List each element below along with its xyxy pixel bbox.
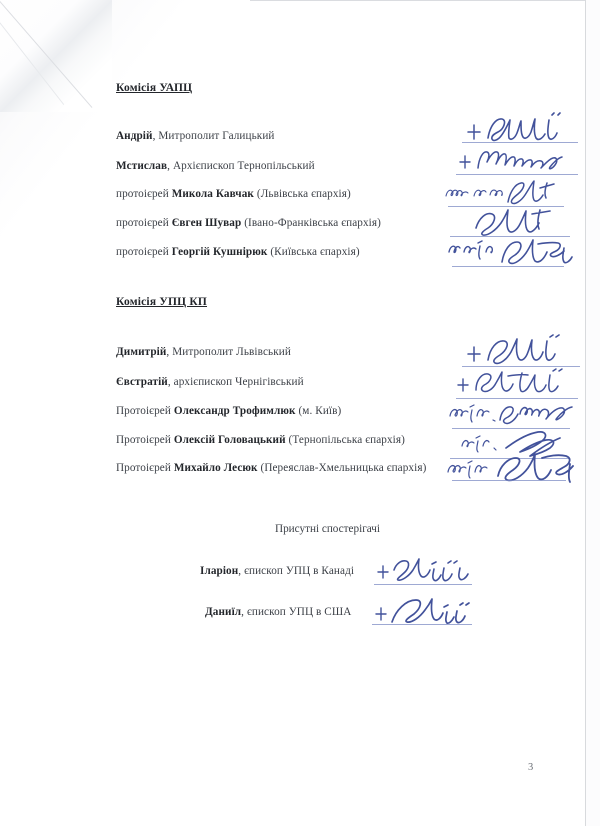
signatory-eparchy: (Київська єпархія)	[267, 246, 360, 258]
observers-title: Присутні спостерігачі	[275, 523, 381, 535]
signatory-title: , Митрополит Галицький	[152, 130, 275, 142]
signature-rule	[452, 428, 570, 429]
signature-rule	[452, 266, 564, 267]
signature-rule	[456, 174, 578, 175]
signatory-name: Георгій Кушнірюк	[171, 246, 268, 258]
observer-name: Даниїл	[205, 606, 242, 618]
curled-corner	[0, 0, 112, 112]
signatory-title: , архієпископ Чернігівський	[167, 376, 304, 388]
signatory-prefix: Протоієрей	[116, 434, 174, 446]
signatory-line	[116, 434, 405, 446]
signatory-eparchy: (Тернопільська єпархія)	[285, 434, 405, 446]
signatory-name: Мстислав	[116, 160, 168, 172]
signatory-line	[116, 130, 275, 142]
signature-rule	[456, 398, 578, 399]
signatory-name: Микола Кавчак	[171, 188, 254, 200]
signatory-name: Олександр Трофимлюк	[173, 405, 296, 417]
observer-line	[205, 606, 351, 618]
signatory-line	[116, 346, 291, 358]
signature-rule	[374, 584, 472, 585]
signatory-eparchy: (м. Київ)	[295, 405, 342, 417]
signature-rule	[372, 624, 472, 625]
signature-rule	[450, 236, 570, 237]
observer-name: Іларіон	[200, 565, 239, 577]
signatory-prefix: протоієрей	[116, 217, 172, 229]
signatory-prefix: Протоієрей	[116, 462, 174, 474]
observer-title: , єпископ УПЦ в США	[241, 606, 352, 618]
signatory-line	[116, 462, 426, 474]
signatory-name: Євген Шувар	[171, 217, 242, 229]
signatory-line	[116, 405, 341, 417]
signatory-title: , Архієпископ Тернопільський	[167, 160, 315, 172]
signatory-name: Євстратій	[116, 376, 168, 388]
signatory-prefix: протоієрей	[116, 188, 172, 200]
signature-rule	[448, 206, 564, 207]
section-heading-upc-kp: Комісія УПЦ КП	[116, 296, 208, 308]
observer-line	[200, 565, 354, 577]
signatory-prefix: Протоієрей	[116, 405, 174, 417]
sheet-outer-gutter	[586, 0, 600, 826]
signature-rule	[450, 458, 570, 459]
page-number: 3	[528, 762, 534, 773]
signatory-name: Димитрій	[116, 346, 167, 358]
signature-rule	[462, 366, 580, 367]
signatory-prefix: протоієрей	[116, 246, 172, 258]
signatory-name: Андрій	[116, 130, 153, 142]
signatory-line	[116, 217, 381, 229]
observer-title: , єпископ УПЦ в Канаді	[238, 565, 355, 577]
signatory-line	[116, 160, 315, 172]
signatory-name: Михайло Лесюк	[173, 462, 258, 474]
section-heading-uapc: Комісія УАПЦ	[116, 82, 193, 94]
signatory-eparchy: (Переяслав-Хмельницька єпархія)	[257, 462, 427, 474]
signatory-eparchy: (Івано-Франківська єпархія)	[241, 217, 381, 229]
signatory-line	[116, 188, 351, 200]
signatory-line	[116, 246, 360, 258]
signatory-eparchy: (Львівська єпархія)	[253, 188, 351, 200]
signatory-line	[116, 376, 304, 388]
curled-corner-crease-shadow	[0, 0, 64, 105]
curled-corner-crease	[0, 0, 92, 108]
signature-rule	[452, 480, 566, 481]
signatory-name: Олексій Головацький	[173, 434, 286, 446]
sheet-top-edge	[250, 0, 586, 1]
signatory-title: , Митрополит Львівський	[166, 346, 291, 358]
signature-rule	[462, 142, 578, 143]
